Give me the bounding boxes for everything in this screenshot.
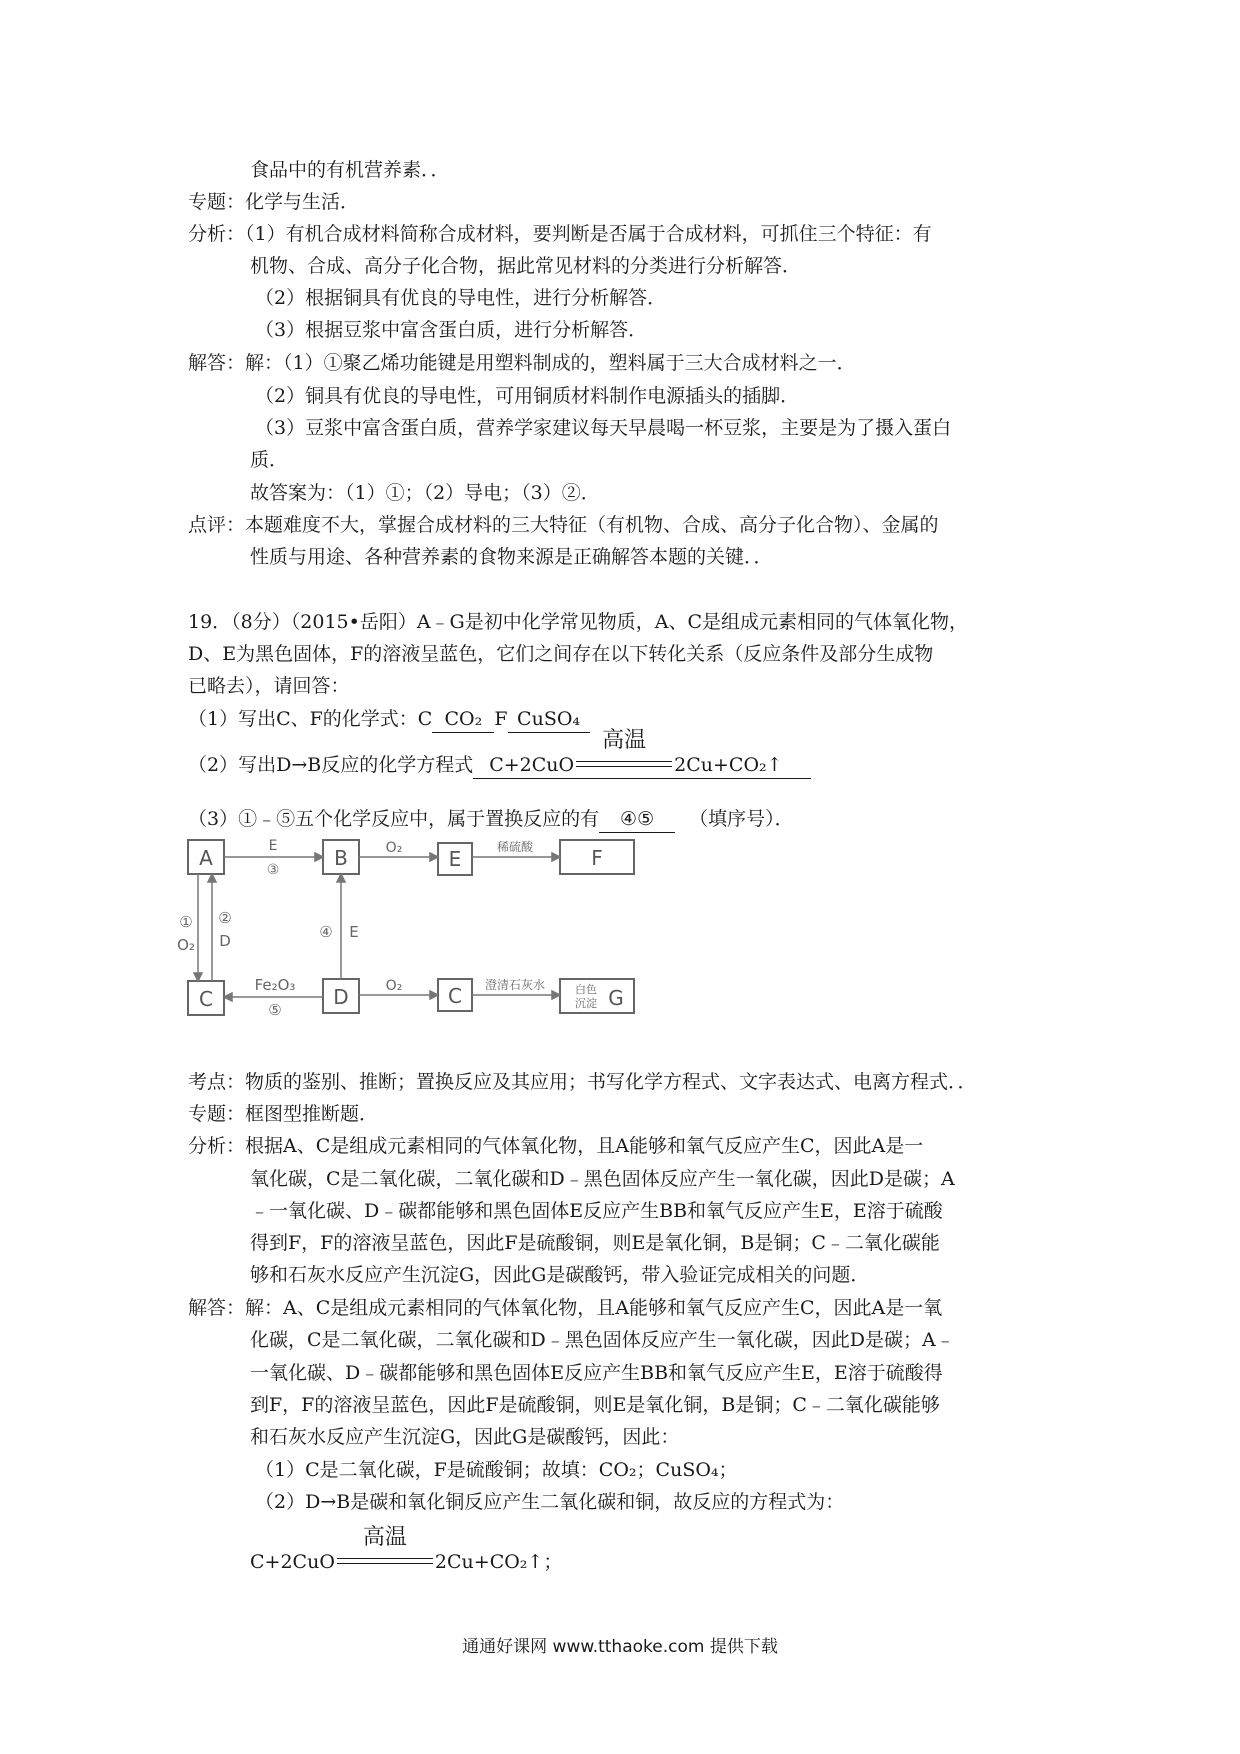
text-line: 得到F，F的溶液呈蓝色，因此F是硫酸铜，则E是氧化铜，B是铜；C﹣二氧化碳能 <box>250 1232 940 1254</box>
text-line: ﹣一氧化碳、D﹣碳都能够和黑色固体E反应产生BB和氧气反应产生E，E溶于硫酸 <box>250 1200 943 1222</box>
text-line: 点评：本题难度不大，掌握合成材料的三大特征（有机物、合成、高分子化合物）、金属的 <box>188 514 939 536</box>
text-line: （2）铜具有优良的导电性，可用铜质材料制作电源插头的插脚． <box>255 385 800 407</box>
label-ef: 稀硫酸 <box>496 840 534 854</box>
label-db-num: ④ <box>319 923 333 941</box>
answer-f: CuSO₄ <box>508 706 590 733</box>
page-footer: 通通好课网 www.tthaoke.com 提供下载 <box>462 1637 778 1657</box>
conversion-diagram <box>177 835 640 1025</box>
label-dc-num: ⑤ <box>268 1001 282 1019</box>
label-be: O₂ <box>385 840 403 856</box>
answer-replacement: ④⑤ <box>599 806 675 833</box>
equation-condition: 高温 <box>362 1525 407 1550</box>
question-part-2 <box>188 728 811 779</box>
part-3-prompt: （3）①﹣⑤五个化学反应中，属于置换反应的有 <box>188 808 600 830</box>
label-g-2: 沉淀 <box>575 997 597 1010</box>
part-1-prompt: （1）写出C、F的化学式：C <box>188 708 433 730</box>
text-line: （2）根据铜具有优良的导电性，进行分析解答． <box>255 287 667 309</box>
part-3-suffix: （填序号）． <box>689 808 794 830</box>
node-a: A <box>199 846 213 870</box>
answer-equation <box>250 1525 563 1575</box>
text-line: 和石灰水反应产生沉淀G，因此G是碳酸钙，因此： <box>250 1426 680 1448</box>
text-line: 一氧化碳、D﹣碳都能够和黑色固体E反应产生BB和氧气反应产生E，E溶于硫酸得 <box>250 1362 943 1384</box>
part-2-prompt: （2）写出D→B反应的化学方程式 <box>188 754 474 776</box>
node-f: F <box>591 846 603 870</box>
text-line: 氧化碳，C是二氧化碳，二氧化碳和D﹣黑色固体反应产生一氧化碳，因此D是碳；A <box>250 1168 955 1190</box>
text-line: 分析：（1）有机合成材料简称合成材料，要判断是否属于合成材料，可抓住三个特征：有 <box>188 223 932 245</box>
text-line: 食品中的有机营养素．． <box>250 159 450 181</box>
text-line: 机物、合成、高分子化合物，据此常见材料的分类进行分析解答． <box>250 255 802 277</box>
text-line: 解答：解：A、C是组成元素相同的气体氧化物，且A能够和氧气反应产生C，因此A是一氧 <box>188 1297 943 1319</box>
equation-condition-sign <box>335 1525 435 1575</box>
node-e: E <box>448 847 462 871</box>
label-ab-num: ③ <box>266 862 280 878</box>
label-cg: 澄清石灰水 <box>484 978 546 992</box>
label-db: E <box>349 923 359 941</box>
label-ab: E <box>268 838 278 854</box>
label-dc: Fe₂O₃ <box>254 976 296 994</box>
text-line: （1）C是二氧化碳，F是硫酸铜；故填：CO₂；CuSO₄； <box>255 1459 738 1481</box>
part-1-f-label: F <box>494 708 508 730</box>
node-d: D <box>333 985 349 1009</box>
text-line: 化碳，C是二氧化碳，二氧化碳和D﹣黑色固体反应产生一氧化碳，因此D是碳；A﹣ <box>250 1329 955 1351</box>
question-part-3 <box>188 806 794 833</box>
label-ca-num: ② <box>218 909 232 927</box>
text-line: （2）D→B是碳和氧化铜反应产生二氧化碳和铜，故反应的方程式为： <box>255 1491 845 1513</box>
equation-condition-sign <box>574 728 674 778</box>
text-line: 够和石灰水反应产生沉淀G，因此G是碳酸钙，带入验证完成相关的问题． <box>250 1264 870 1286</box>
label-ca: D <box>219 932 231 950</box>
label-ac-num: ① <box>179 913 193 931</box>
node-c: C <box>199 987 213 1011</box>
text-line: （3）根据豆浆中富含蛋白质，进行分析解答． <box>255 319 648 341</box>
text-line: 质． <box>250 449 289 471</box>
node-g: G <box>608 986 624 1010</box>
label-ac: O₂ <box>177 936 195 954</box>
text-line: （3）豆浆中富含蛋白质，营养学家建议每天早晨喝一杯豆浆，主要是为了摄入蛋白 <box>255 417 952 439</box>
question-part-1 <box>188 706 590 733</box>
question-line: D、E为黑色固体，F的溶液呈蓝色，它们之间存在以下转化关系（反应条件及部分生成物 <box>188 643 934 665</box>
node-c-2: C <box>448 984 462 1008</box>
text-line: 考点：物质的鉴别、推断；置换反应及其应用；书写化学方程式、文字表达式、电离方程式．． <box>188 1071 977 1093</box>
equation-right: 2Cu+CO₂↑； <box>434 1551 563 1573</box>
text-line: 专题：化学与生活． <box>188 191 360 213</box>
text-line: 故答案为：（1）①；（2）导电；（3）②． <box>250 482 600 504</box>
answer-c: CO₂ <box>432 706 494 733</box>
label-dc2: O₂ <box>385 978 403 994</box>
text-line: 分析：根据A、C是组成元素相同的气体氧化物，且A能够和氧气反应产生C，因此A是一 <box>188 1135 924 1157</box>
equation-condition: 高温 <box>602 728 647 753</box>
label-g-1: 白色 <box>575 983 597 996</box>
equation-left: C+2CuO <box>250 1551 335 1573</box>
text-line: 专题：框图型推断题． <box>188 1103 379 1125</box>
text-line: 性质与用途、各种营养素的食物来源是正确解答本题的关键．． <box>250 546 773 568</box>
equation-right: 2Cu+CO₂↑ <box>674 754 783 776</box>
text-line: 到F，F的溶液呈蓝色，因此F是硫酸铜，则E是氧化铜，B是铜；C﹣二氧化碳能够 <box>250 1394 940 1416</box>
question-line: 已略去），请回答： <box>188 675 350 697</box>
question-line: 19．（8分）（2015•岳阳）A﹣G是初中化学常见物质，A、C是组成元素相同的气体氧化物， <box>188 611 968 633</box>
equation-left: C+2CuO <box>489 754 575 776</box>
text-line: 解答：解：（1）①聚乙烯功能键是用塑料制成的，塑料属于三大合成材料之一． <box>188 352 856 374</box>
node-b: B <box>334 846 348 870</box>
